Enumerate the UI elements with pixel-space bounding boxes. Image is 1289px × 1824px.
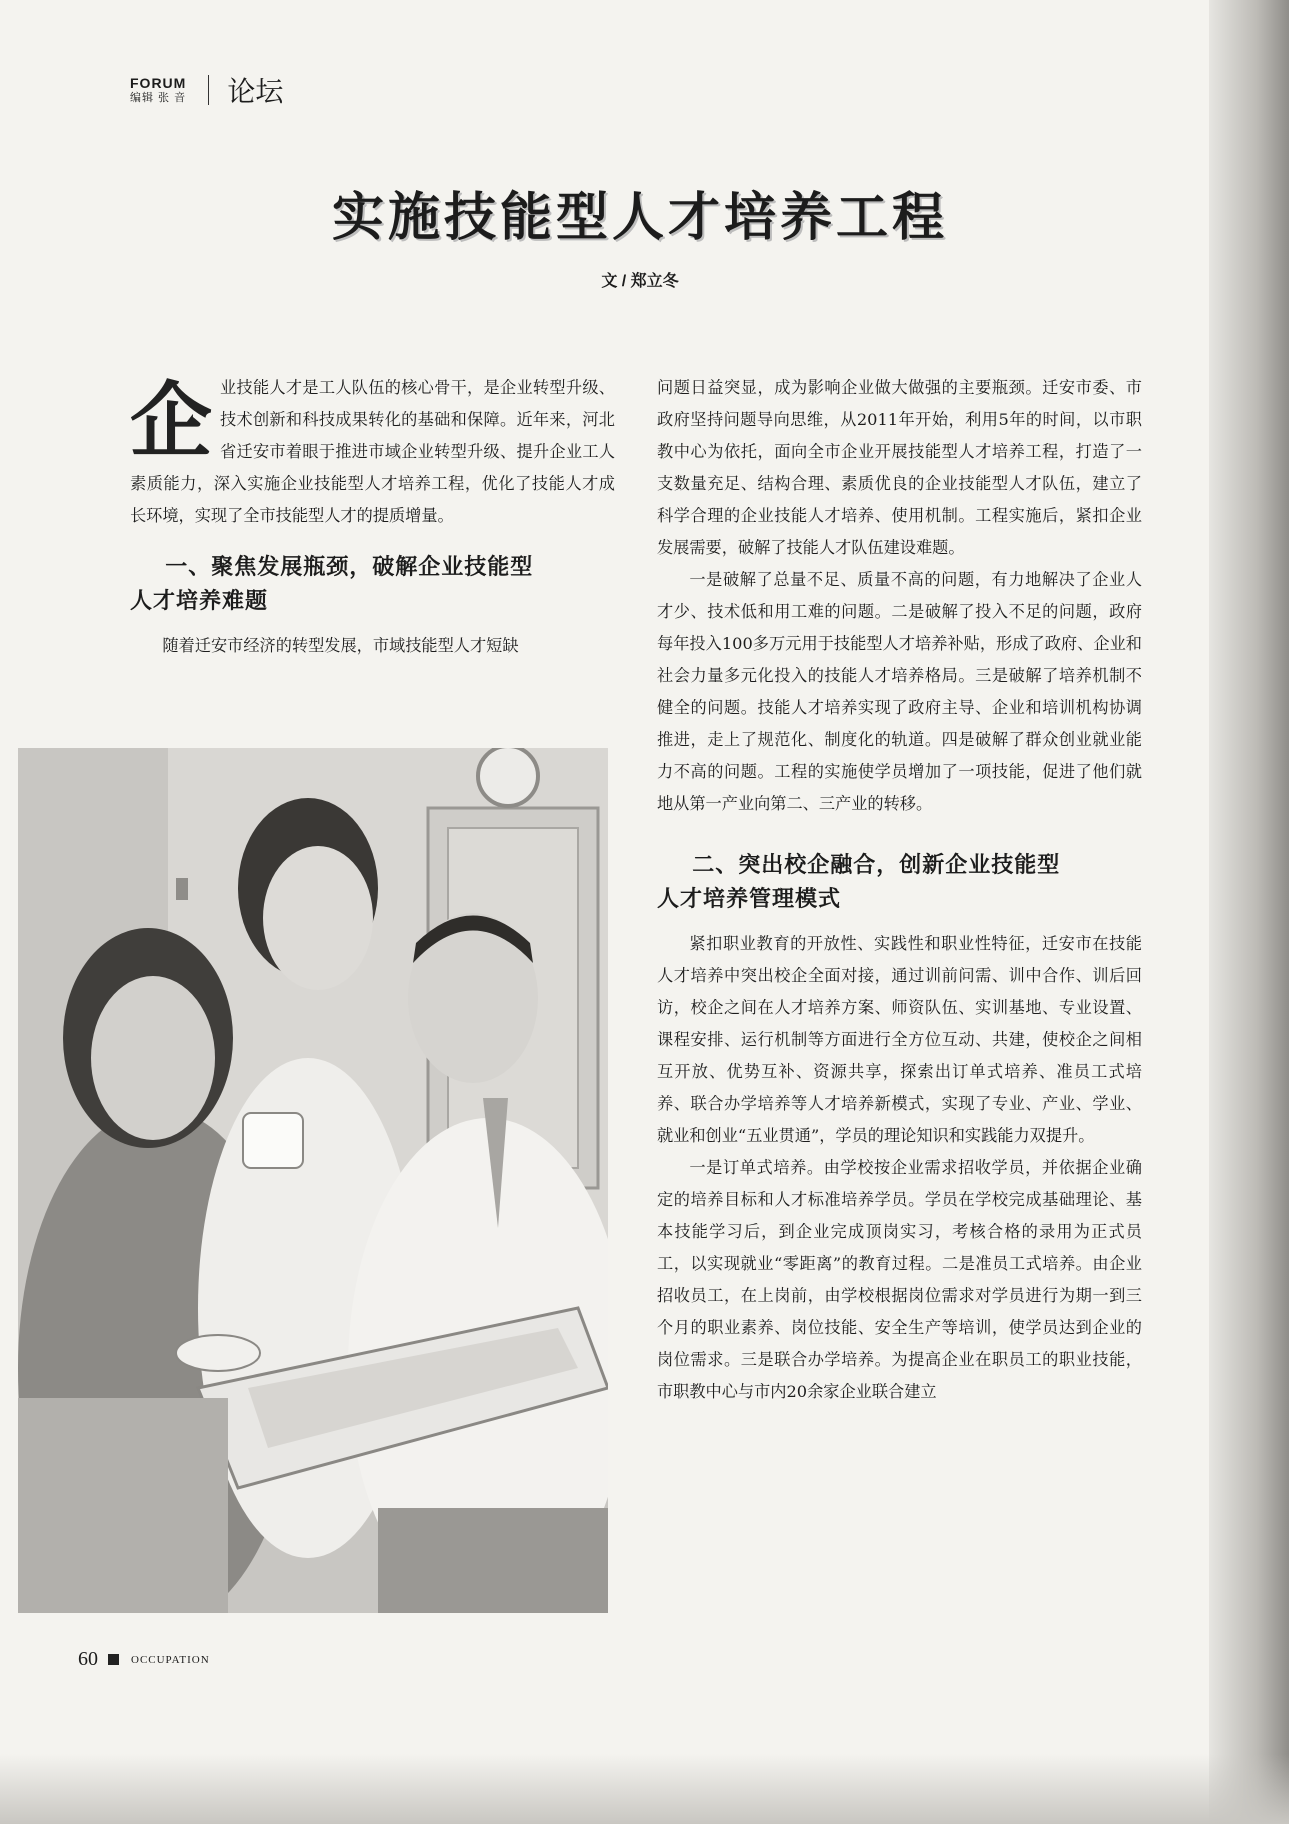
- editor-label: 编辑 张 音: [130, 92, 187, 104]
- scan-edge: [0, 1754, 1289, 1824]
- section2-heading-line1: 二、突出校企融合，创新企业技能型: [692, 852, 1061, 877]
- section2-heading-line2: 人才培养管理模式: [657, 886, 842, 911]
- photo-illustration: [18, 748, 608, 1613]
- right-column: [657, 372, 1142, 1408]
- section2-paragraph-1: 紧扣职业教育的开放性、实践性和职业性特征，迁安市在技能人才培养中突出校企全面对接，通过训前问需、训中合作、训后回访，校企之间在人才培养方案、师资队伍、实训基地、专业设置、课程安排、运行机制等方面进行全方位互动、共建，使校企之间相互开放、优势互补、资源共享，探索出订单式培养、准员工式培养、联合办学培养等人才培养新模式，实现了专业、产业、学业、就业和创业“五业贯通”，学员的理论知识和实践能力双提升。: [657, 934, 1142, 1145]
- magazine-name: OCCUPATION: [131, 1653, 210, 1666]
- section2-paragraph-2: 一是订单式培养。由学校按企业需求招收学员，并依据企业确定的培养目标和人才标准培养学员。学员在学校完成基础理论、基本技能学习后，到企业完成顶岗实习，考核合格的录用为正式员工，以实现就业“零距离”的教育过程。二是准员工式培养。由企业招收员工，在上岗前，由学校根据岗位需求对学员进行为期一到三个月的职业素养、岗位技能、安全生产等培训，使学员达到企业的岗位需求。三是联合办学培养。为提高企业在职员工的职业技能，市职教中心与市内20余家企业联合建立: [657, 1158, 1142, 1401]
- page-number: 60: [78, 1648, 98, 1670]
- section-label: 论坛: [227, 76, 284, 107]
- square-bullet-icon: [108, 1654, 119, 1665]
- page-header: [130, 70, 283, 110]
- section1-heading-line1: 一、聚焦发展瓶颈，破解企业技能型: [165, 554, 534, 579]
- section1-paragraph-2: 一是破解了总量不足、质量不高的问题，有力地解决了企业人才少、技术低和用工难的问题。二是破解了投入不足的问题，政府每年投入100多万元用于技能型人才培养补贴，形成了政府、企业和社会力量多元化投入的技能人才培养格局。三是破解了培养机制不健全的问题。技能人才培养实现了政府主导、企业和培训机构协调推进，走上了规范化、制度化的轨道。四是破解了群众创业就业能力不高的问题。工程的实施使学员增加了一项技能，促进了他们就地从第一产业向第二、三产业的转移。: [657, 570, 1142, 813]
- article-byline: 文 / 郑立冬: [601, 273, 679, 290]
- left-column: [130, 372, 615, 662]
- header-divider: [208, 75, 209, 105]
- section1-heading: [130, 550, 615, 618]
- forum-label: FORUM: [130, 75, 187, 91]
- column-tag: [130, 76, 186, 104]
- section2-heading: [657, 848, 1142, 916]
- section1-paragraph-start: 随着迁安市经济的转型发展，市域技能型人才短缺: [162, 636, 519, 655]
- section1-heading-line2: 人才培养难题: [130, 588, 269, 613]
- intro-text: 业技能人才是工人队伍的核心骨干，是企业转型升级、技术创新和科技成果转化的基础和保障。近年来，河北省迁安市着眼于推进市域企业转型升级、提升企业工人素质能力，深入实施企业技能型人才培养工程，优化了技能人才成长环境，实现了全市技能型人才的提质增量。: [130, 378, 615, 525]
- article-title: 实施技能型人才培养工程: [331, 189, 948, 247]
- intro-paragraph: [130, 372, 615, 532]
- drop-cap: 企: [130, 373, 213, 469]
- office-photo: [18, 748, 608, 1613]
- page-footer: [78, 1648, 210, 1671]
- section1-paragraph-continued: 问题日益突显，成为影响企业做大做强的主要瓶颈。迁安市委、市政府坚持问题导向思维，从2011年开始，利用5年的时间，以市职教中心为依托，面向全市企业开展技能型人才培养工程，打造了一支数量充足、结构合理、素质优良的企业技能型人才队伍，建立了科学合理的企业技能人才培养、使用机制。工程实施后，紧扣企业发展需要，破解了技能人才队伍建设难题。: [657, 378, 1142, 557]
